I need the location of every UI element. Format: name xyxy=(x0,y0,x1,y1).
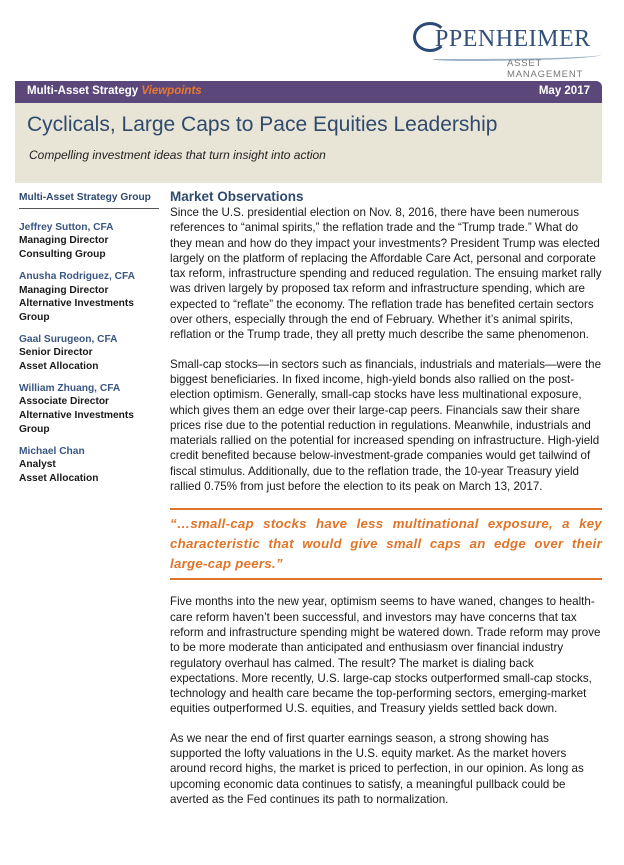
member-name: Anusha Rodriguez, CFA xyxy=(19,270,136,282)
team-member xyxy=(19,445,159,486)
team-member xyxy=(19,270,159,325)
paragraph: Five months into the new year, optimism seems to have waned, changes to health-care reform haven’t been successful, and investors may have concerns that tax reform and infrastructure spending might be watered down. Trade reform may prove to be more moderate than anticipated and enthusiasm over financial industry regulatory overhaul has calmed. The result? The market is dialing back expectations. More recently, U.S. large-cap stocks outperformed small-cap stocks, technology and health care became the top-performing sectors, emerging-market equities outperformed U.S. equities, and Treasury yields settled back down. xyxy=(170,595,601,716)
main-content xyxy=(170,189,602,807)
member-name: Gaal Surugeon, CFA xyxy=(19,333,118,345)
member-group: Consulting Group xyxy=(19,249,106,261)
member-title: Analyst xyxy=(19,459,56,471)
member-title: Senior Director xyxy=(19,347,93,359)
series-accent: Viewpoints xyxy=(141,85,202,97)
series-name xyxy=(27,85,202,97)
paragraph: As we near the end of first quarter earnings season, a strong showing has supported the lofty valuations in the U.S. equity market. As the market hovers around record highs, the market is priced to perfection, in our opinion. As long as upcoming economic data continues to satisfy, a meaningful pullback could be averted as the Fed continues its path to normalization. xyxy=(170,731,584,806)
team-member xyxy=(19,221,159,262)
sidebar-heading: Multi-Asset Strategy Group xyxy=(19,191,159,209)
member-title: Associate Director xyxy=(19,396,110,408)
logo-wordmark-text: PPENHEIMER xyxy=(435,26,591,52)
team-member xyxy=(19,333,159,374)
member-title: Managing Director xyxy=(19,284,109,296)
logo-wordmark xyxy=(435,26,591,53)
member-group: Alternative Investments Group xyxy=(19,410,134,435)
pull-quote: “…small-cap stocks have less multinational exposure, a key characteristic that would give small caps an edge over their large-cap peers.” xyxy=(170,508,602,580)
team-member xyxy=(19,382,159,437)
member-title: Managing Director xyxy=(19,235,109,247)
sidebar-team xyxy=(19,191,159,494)
member-group: Asset Allocation xyxy=(19,361,99,373)
logo-subtitle: ASSET MANAGEMENT xyxy=(507,58,584,80)
page-title: Cyclicals, Large Caps to Pace Equities Leadership xyxy=(27,113,498,136)
page-subtitle: Compelling investment ideas that turn insight into action xyxy=(29,148,326,162)
header-band xyxy=(15,81,602,103)
member-name: Michael Chan xyxy=(19,445,85,457)
member-name: Jeffrey Sutton, CFA xyxy=(19,221,114,233)
oppenheimer-logo xyxy=(413,20,613,80)
paragraph: Small-cap stocks—in sectors such as financials, industrials and materials—were the biggest beneficiaries. In fixed income, high-yield bonds also rallied on the post-election optimism. Generally, small-cap stocks have less multinational exposure, which gives them an edge over their large-cap peers. Financials saw their share prices rise due to the potential reduction in regulations. Meanwhile, industrials and materials rallied on the potential for increased spending on infrastructure. High-yield credit benefited because below-investment-grade companies would get tailwind of fiscal stimulus. Additionally, due to the reflation trade, the 10-year Treasury yield rallied 0.75% from just before the election to its peak on March 13, 2017. xyxy=(170,357,602,494)
title-box xyxy=(15,103,602,183)
member-group: Alternative Investments Group xyxy=(19,298,134,323)
section-title: Market Observations xyxy=(170,189,304,204)
issue-date: May 2017 xyxy=(538,85,590,97)
member-group: Asset Allocation xyxy=(19,472,99,484)
member-name: William Zhuang, CFA xyxy=(19,382,121,394)
series-prefix: Multi-Asset Strategy xyxy=(27,85,139,97)
paragraph: Since the U.S. presidential election on Nov. 8, 2016, there have been numerous references to “animal spirits,” the reflation trade and the “Trump trade.” What do they mean and how do they impact your investments? President Trump was elected largely on the platform of replacing the Affordable Care Act, personal and corporate tax reform, infrastructure spending and reduced regulation. The ensuing market rally was driven largely by proposed tax reform and infrastructure spending, which are expected to “reflate” the economy. The reflation trade has benefited certain sectors over others, especially through the end of February. Whether it’s animal spirits, reflation or the Trump trade, they all pretty much describe the same phenomenon. xyxy=(170,206,602,342)
